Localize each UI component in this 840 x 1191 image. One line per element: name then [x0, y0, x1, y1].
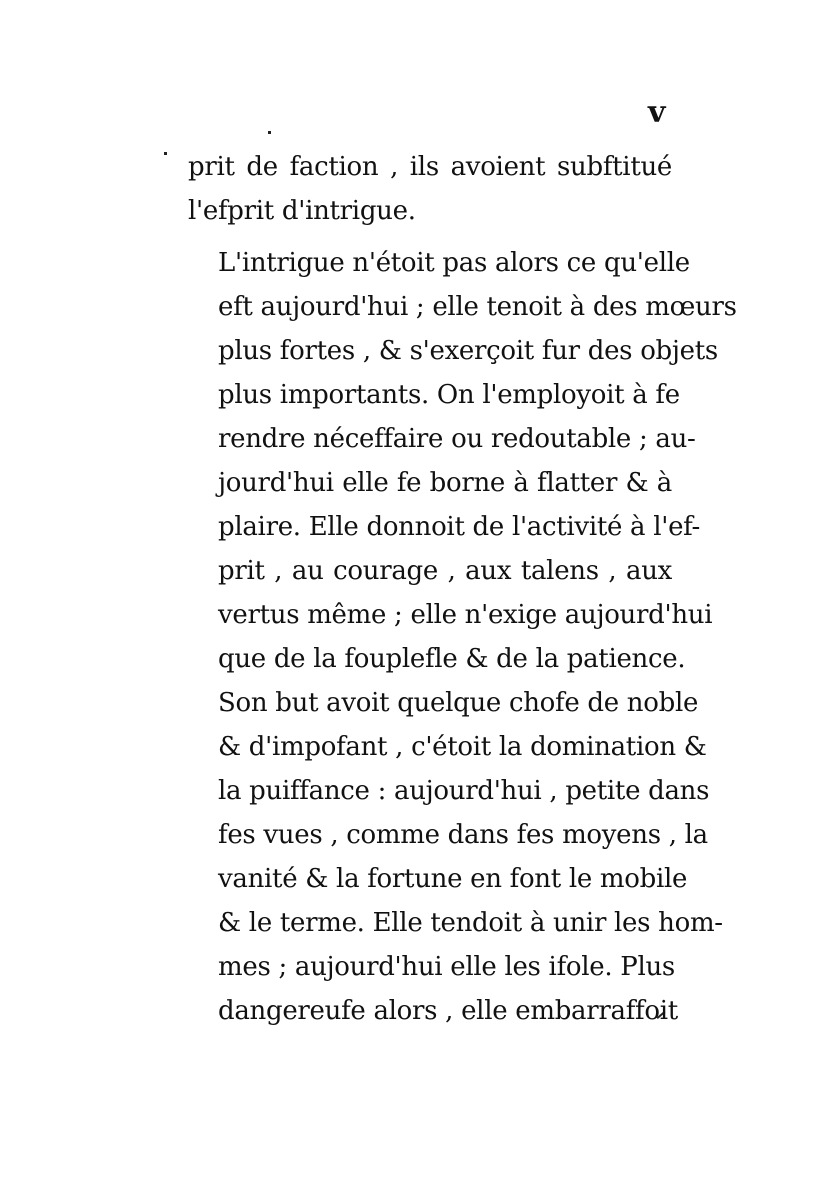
text-line: rendre néceffaire ou redoutable ; au-: [218, 424, 696, 454]
paragraph: [188, 145, 672, 233]
text-line: & le terme. Elle tendoit à unir les hom-: [218, 908, 723, 938]
text-line: prit de faction , ils avoient subftitué: [188, 152, 672, 182]
text-line: l'efprit d'intrigue.: [188, 196, 416, 226]
text-line: plus fortes , & s'exerçoit fur des objets: [218, 336, 718, 366]
text-line: fes vues , comme dans fes moyens , la: [218, 820, 708, 850]
text-line: la puiffance : aujourd'hui , petite dans: [218, 776, 710, 806]
text-line: eft aujourd'hui ; elle tenoit à des mœurs: [218, 292, 737, 322]
text-line: Son but avoit quelque chofe de noble: [218, 688, 699, 718]
page-number: v: [648, 95, 666, 130]
text-line: L'intrigue n'étoit pas alors ce qu'elle: [218, 248, 690, 278]
ink-speck: [268, 131, 271, 134]
text-line: plaire. Elle donnoit de l'activité à l'ef-: [218, 512, 701, 542]
text-line: plus importants. On l'employoit à fe: [218, 380, 680, 410]
text-line: vanité & la fortune en font le mobile: [218, 864, 688, 894]
paragraph: [188, 241, 737, 1033]
text-line: prit , au courage , aux talens , aux: [218, 556, 672, 586]
text-line: vertus même ; elle n'exige aujourd'hui: [218, 600, 713, 630]
ink-speck: [164, 152, 167, 155]
text-line: dangereufe alors , elle embarraffoit: [218, 996, 678, 1026]
text-line: que de la fouplefle & de la patience.: [218, 644, 686, 674]
text-line: & d'impofant , c'étoit la domination &: [218, 732, 707, 762]
body-text: [188, 145, 737, 1033]
text-line: mes ; aujourd'hui elle les ifole. Plus: [218, 952, 675, 982]
text-line: jourd'hui elle fe borne à flatter & à: [218, 468, 672, 498]
